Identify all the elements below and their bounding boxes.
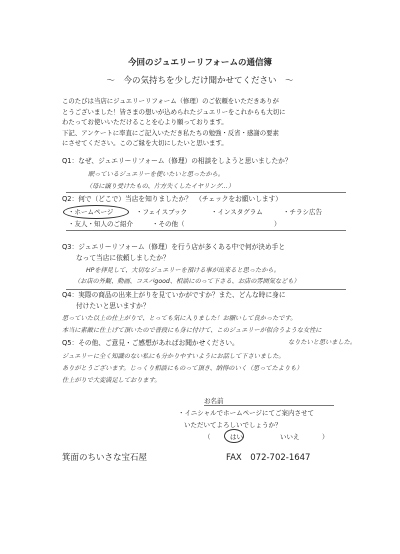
q3-answer-line: （お店の外観、動画、コスパgood、相談にのって下さる、お店の雰囲気なども） bbox=[74, 278, 300, 285]
name-label: お名前 bbox=[204, 397, 224, 405]
q4-answer-line: 思っていた以上の仕上がりで、とっても気に入りました！お願いして良かったです。 bbox=[62, 315, 297, 322]
q5-question: Q5：その他、ご意見・ご感想があればお聞かせください。 bbox=[62, 339, 239, 347]
fax-number: FAX 072-702-1647 bbox=[226, 453, 311, 463]
q4-answer-line: 本当に素敵に仕上げて頂いたので普段にも身に付けて、このジュエリーが似合うような女性に bbox=[62, 327, 322, 334]
intro-line: このたびは当店にジュエリーリフォーム（修理）のご依頼をいただきありが bbox=[62, 97, 279, 105]
intro-paragraph bbox=[62, 96, 362, 149]
q1-question: Q1：なぜ、ジュエリーリフォーム（修理）の相談をしようと思いましたか？ bbox=[62, 157, 292, 165]
q5-answer-line: ありがとうございます。じっくり相談にものって頂き、納得のいく（思ってたよりも） bbox=[62, 365, 303, 372]
q3-answer-line: HPを拝見して、大切なジュエリーを預ける事が出来ると思ったから。 bbox=[86, 267, 280, 274]
q2-selected-mark bbox=[63, 205, 129, 219]
consent-line: いただいてよろしいでしょうか？ bbox=[184, 421, 282, 429]
intro-line: わたってお使いいただけることを心より願っております。 bbox=[62, 118, 228, 127]
q2-option-instagram[interactable]: ・インスタグラム bbox=[211, 208, 263, 216]
q2-option-other[interactable]: ・その他（ bbox=[152, 220, 185, 228]
name-field-line[interactable] bbox=[204, 405, 334, 406]
q3-question-cont: なって当店に依頼しましたか？ bbox=[76, 254, 170, 262]
q2-option-facebook[interactable]: ・フェイスブック bbox=[136, 208, 188, 216]
intro-line: にさせてください。このご縁を大切にしたいと思います。 bbox=[62, 139, 228, 148]
q1-answer-line: 眠っているジュエリーを使いたいと思ったから。 bbox=[88, 171, 224, 178]
q2-option-homepage[interactable]: ・ホームページ bbox=[68, 208, 114, 216]
q5-answer-line: 仕上がりで大変満足しております。 bbox=[62, 377, 161, 384]
intro-line: 下記、アンケートに率直にご記入いただき私たちの勉強・反省・感謝の要素 bbox=[62, 128, 279, 137]
page-title: 今回のジュエリーリフォームの通信簿 bbox=[128, 58, 272, 68]
q5-answer-line: ジュエリーに全く知識のない私にも分かりやすいようにお話して下さいました。 bbox=[62, 353, 285, 360]
q2-option-flyer[interactable]: ・チラシ広告 bbox=[283, 208, 322, 216]
page-subtitle: ～ 今の気持ちを少しだけ聞かせてください ～ bbox=[106, 76, 294, 86]
q4-question-cont: 付けたいと思いますか？ bbox=[76, 302, 150, 310]
consent-paren-open: （ bbox=[204, 433, 211, 441]
q4-question: Q4：実際の商品の出来上がりを見ていかがですか？また、どんな時に身に bbox=[62, 291, 286, 299]
q2-option-other-close: ） bbox=[274, 220, 281, 228]
q1-answer-line: （母に譲り受けたもの、片方失くしたイヤリング…） bbox=[86, 183, 235, 190]
consent-yes-option[interactable]: はい bbox=[230, 433, 243, 441]
consent-selected-mark bbox=[224, 429, 244, 443]
q3-question: Q3：ジュエリーリフォーム（修理）を行う店が多くある中で何が決め手と bbox=[62, 243, 286, 251]
answer-rule bbox=[66, 192, 346, 193]
consent-line: ・イニシャルでホームページにてご案内させて bbox=[178, 409, 314, 417]
consent-paren-close: ） bbox=[322, 433, 329, 441]
q2-question: Q2：何で（どこで）当店を知りましたか？ （チェックをお願いします） bbox=[62, 195, 282, 203]
intro-line: とうございました！皆さまの想いが込められたジュエリーをこれからも大切に bbox=[62, 107, 286, 116]
q4-answer-line: なりたいと思いました。 bbox=[288, 339, 357, 346]
shop-name: 箕面のちいさな宝石屋 bbox=[62, 453, 148, 463]
consent-no-option[interactable]: いいえ bbox=[280, 433, 300, 441]
q2-option-referral[interactable]: ・友人・知人のご紹介 bbox=[68, 220, 133, 228]
answer-rule bbox=[66, 230, 346, 231]
